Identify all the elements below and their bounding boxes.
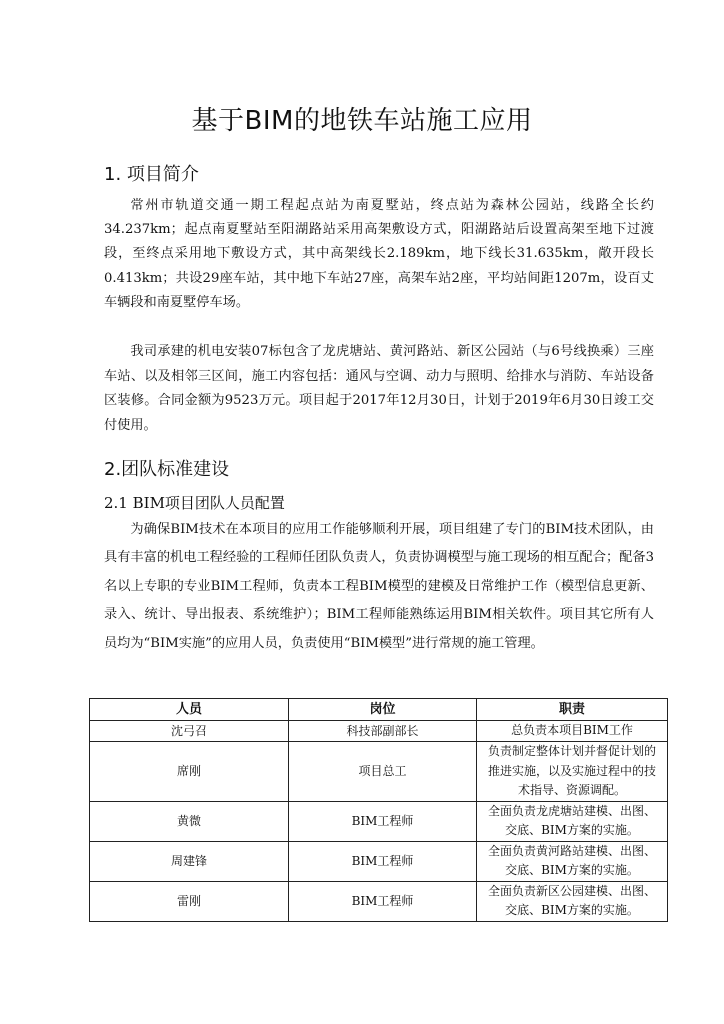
cell-post: BIM工程师 — [289, 841, 477, 881]
cell-duty: 总负责本项目BIM工作 — [477, 721, 668, 742]
table-header-row — [90, 699, 668, 721]
cell-duty: 全面负责黄河路站建模、出图、交底、BIM方案的实施。 — [477, 841, 668, 881]
cell-person: 周建锋 — [90, 841, 289, 881]
section-1-paragraph-1: 常州市轨道交通一期工程起点站为南夏墅站，终点站为森林公园站，线路全长约34.237km；起点南夏墅站至阳湖路站采用高架敷设方式，阳湖路站后设置高架至地下过渡段，至终点采用地下敷设方式，其中高架线长2.189km，地下线长31.635km，敞开段长0.413km；共设29座车站，其中地下车站27座，高架车站2座，平均站间距1207m，设百丈车辆段和南夏墅停车场。 — [104, 198, 654, 310]
table-row — [90, 881, 668, 921]
table-row — [90, 742, 668, 802]
section-1-paragraph-2: 我司承建的机电安装07标包含了龙虎塘站、黄河路站、新区公园站（与6号线换乘）三座车站、以及相邻三区间，施工内容包括：通风与空调、动力与照明、给排水与消防、车站设备区装修。合同金额为9523万元。项目起于2017年12月30日，计划于2019年6月30日竣工交付使用。 — [104, 344, 654, 433]
header-post: 岗位 — [289, 699, 477, 721]
cell-post: 项目总工 — [289, 742, 477, 802]
section-2-1-heading: 2.1 BIM项目团队人员配置 — [104, 494, 285, 512]
cell-person: 沈弓召 — [90, 721, 289, 742]
section-2-1-paragraph: 为确保BIM技术在本项目的应用工作能够顺利开展，项目组建了专门的BIM技术团队，由具有丰富的机电工程经验的工程师任团队负责人，负责协调模型与施工现场的相互配合；配备3名以上专职的专业BIM工程师，负责本工程BIM模型的建模及日常维护工作（模型信息更新、录入、统计、导出报表、系统维护）；BIM工程师能熟练运用BIM相关软件。项目其它所有人员均为“BIM实施”的应用人员，负责使用“BIM模型”进行常规的施工管理。 — [104, 522, 654, 651]
header-duty: 职责 — [477, 699, 668, 721]
table-row — [90, 841, 668, 881]
cell-person: 雷刚 — [90, 881, 289, 921]
cell-duty: 全面负责龙虎塘站建模、出图、交底、BIM方案的实施。 — [477, 801, 668, 841]
cell-person: 黄微 — [90, 801, 289, 841]
staff-table — [89, 698, 668, 922]
table-row — [90, 721, 668, 742]
cell-post: BIM工程师 — [289, 801, 477, 841]
document-title: 基于BIM的地铁车站施工应用 — [191, 106, 533, 136]
cell-duty: 负责制定整体计划并督促计划的推进实施，以及实施过程中的技术指导、资源调配。 — [477, 742, 668, 802]
cell-person: 席刚 — [90, 742, 289, 802]
cell-post: BIM工程师 — [289, 881, 477, 921]
cell-post: 科技部副部长 — [289, 721, 477, 742]
header-person: 人员 — [90, 699, 289, 721]
section-2-heading: 2.团队标准建设 — [104, 459, 230, 480]
table-row — [90, 801, 668, 841]
cell-duty: 全面负责新区公园建模、出图、交底、BIM方案的实施。 — [477, 881, 668, 921]
section-1-heading: 1. 项目简介 — [104, 164, 199, 185]
